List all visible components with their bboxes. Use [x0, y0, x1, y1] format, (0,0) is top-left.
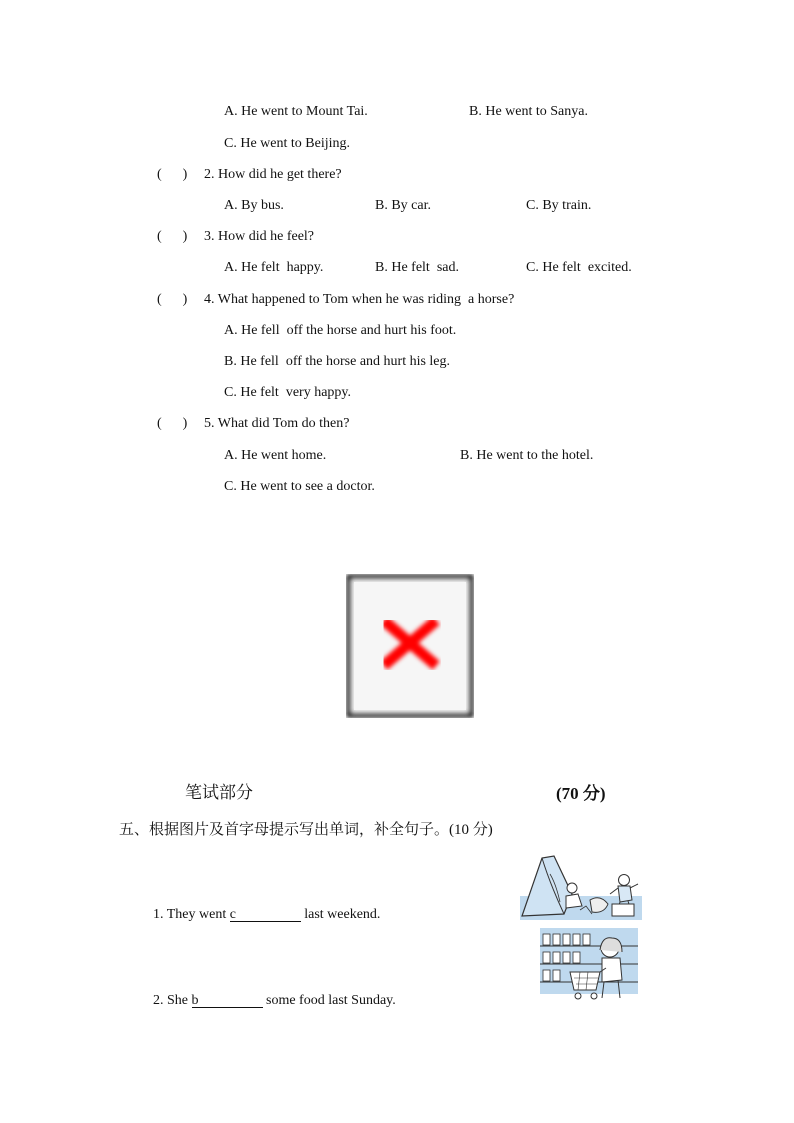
q1-option-a: A. He went to Mount Tai.	[224, 104, 368, 119]
supermarket-picture	[540, 928, 638, 1004]
q1-option-c: C. He went to Beijing.	[224, 136, 350, 151]
fill-in-item-1	[153, 907, 380, 923]
item-suffix: last weekend.	[300, 907, 381, 922]
q3-option-b: B. He felt sad.	[375, 260, 459, 275]
q2-option-b: B. By car.	[375, 198, 431, 213]
q5-option-b: B. He went to the hotel.	[460, 448, 594, 463]
answer-bracket[interactable]: ( )	[157, 292, 188, 307]
answer-bracket[interactable]: ( )	[157, 229, 188, 244]
answer-bracket[interactable]: ( )	[157, 416, 188, 431]
question-stem: 3. How did he feel?	[204, 229, 315, 244]
q2-option-a: A. By bus.	[224, 198, 284, 213]
answer-bracket[interactable]: ( )	[157, 167, 188, 182]
q4-option-c: C. He felt very happy.	[224, 385, 351, 400]
camping-picture	[520, 854, 642, 920]
question-stem: 4. What happened to Tom when he was riding a horse?	[204, 292, 515, 307]
broken-image-icon	[346, 574, 474, 718]
answer-blank[interactable]	[230, 907, 301, 922]
q2-option-c: C. By train.	[526, 198, 592, 213]
q3-option-a: A. He felt happy.	[224, 260, 324, 275]
section-heading: 五、根据图片及首字母提示写出单词，补全句子。(10 分)	[119, 822, 493, 838]
question-stem: 2. How did he get there?	[204, 167, 342, 182]
hint-letter: c	[229, 907, 236, 922]
written-part-score: (70 分)	[556, 784, 606, 803]
q1-option-b: B. He went to Sanya.	[469, 104, 588, 119]
question-stem: 5. What did Tom do then?	[204, 416, 350, 431]
item-suffix: some food last Sunday.	[262, 993, 396, 1008]
item-prefix: 2. She	[153, 993, 192, 1008]
q3-option-c: C. He felt excited.	[526, 260, 632, 275]
answer-blank[interactable]	[192, 993, 263, 1008]
q4-option-a: A. He fell off the horse and hurt his foot.	[224, 323, 457, 338]
hint-letter: b	[191, 993, 199, 1008]
item-prefix: 1. They went	[153, 907, 230, 922]
q4-option-b: B. He fell off the horse and hurt his leg.	[224, 354, 451, 369]
q5-option-a: A. He went home.	[224, 448, 327, 463]
q5-option-c: C. He went to see a doctor.	[224, 479, 375, 494]
written-part-title: 笔试部分	[185, 783, 253, 802]
fill-in-item-2	[153, 993, 396, 1009]
